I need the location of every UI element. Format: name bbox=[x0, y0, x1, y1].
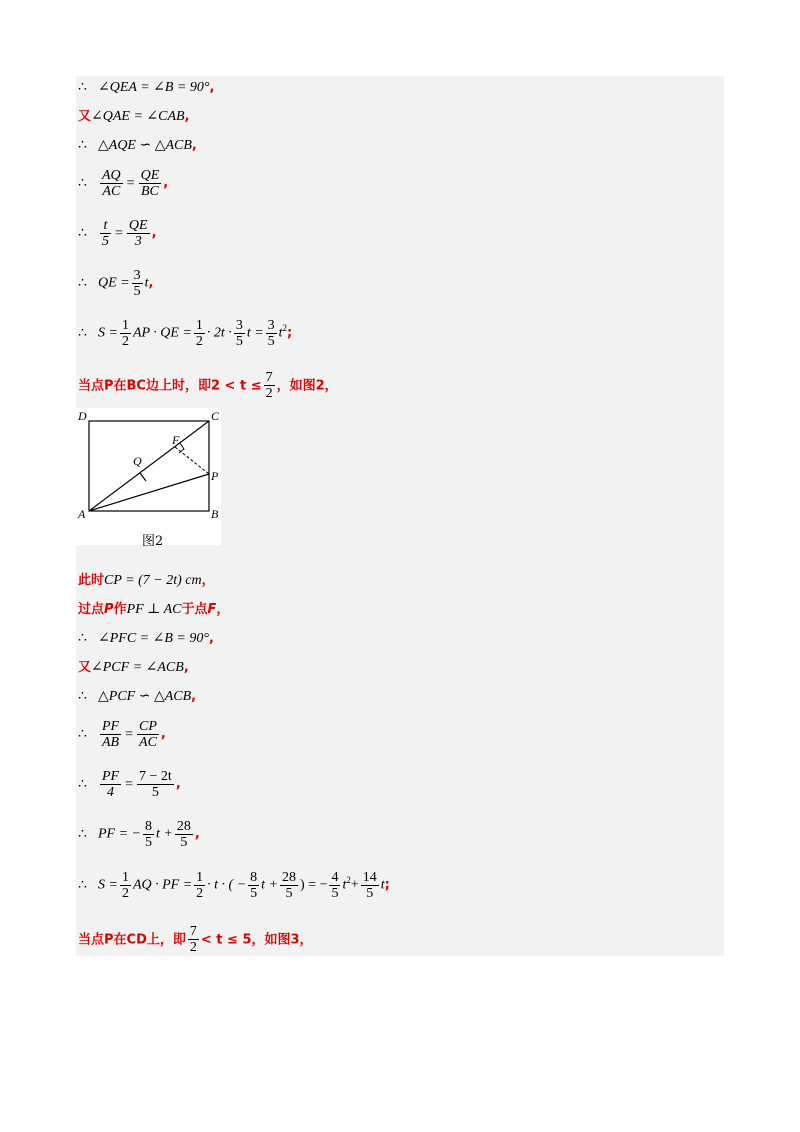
therefore-symbol: ∴ bbox=[78, 175, 87, 191]
label-d: D bbox=[78, 409, 87, 423]
prefix-text: 又 bbox=[78, 109, 92, 124]
fraction: $\frac{t}{5}$ bbox=[102, 218, 109, 249]
math-expr: △AQE ∽ △ACB bbox=[98, 138, 192, 153]
punct: , bbox=[209, 80, 215, 95]
fraction: $\frac{4}{5}$ bbox=[331, 870, 339, 901]
fraction: $\frac{7 - 2t}{5}$ bbox=[139, 769, 172, 800]
geometry-diagram bbox=[76, 408, 221, 545]
line-14: ∴ $\frac{PF}{AB}$ = $\frac{CP}{AC}$ , bbox=[78, 719, 166, 750]
math-expr: △PCF ∽ △ACB bbox=[98, 689, 192, 704]
therefore-symbol: ∴ bbox=[78, 325, 87, 341]
punct: ; bbox=[384, 877, 390, 893]
case-text: < t ≤ 5，如图3， bbox=[200, 932, 313, 948]
punct: ; bbox=[287, 325, 293, 341]
line-9: 此时CP = (7 − 2t) cm， bbox=[78, 573, 215, 588]
line-5: ∴ $\frac{t}{5}$ = $\frac{QE}{3}$ , bbox=[78, 218, 157, 249]
label-a: A bbox=[78, 507, 86, 521]
punct: , bbox=[175, 776, 181, 792]
punct: , bbox=[184, 109, 190, 124]
therefore-symbol: ∴ bbox=[78, 726, 87, 742]
line-10: 过点P作PF ⊥ AC于点F， bbox=[78, 602, 230, 617]
fraction: $\frac{QE}{BC}$ bbox=[140, 168, 160, 199]
fraction: $\frac{QE}{3}$ bbox=[128, 218, 148, 249]
fraction: $\frac{PF}{4}$ bbox=[102, 769, 120, 800]
line-3 bbox=[78, 138, 197, 154]
therefore-symbol: ∴ bbox=[78, 225, 87, 241]
line-18 bbox=[78, 924, 313, 955]
punct: , bbox=[191, 689, 197, 704]
line-8 bbox=[78, 370, 338, 401]
segment-q bbox=[140, 473, 146, 481]
fraction: $\frac{3}{5}$ bbox=[133, 268, 141, 299]
fraction: $\frac{PF}{AB}$ bbox=[102, 719, 120, 750]
math-expr: ∠PFC = ∠B = 90° bbox=[98, 631, 209, 646]
diagonal-ac bbox=[89, 421, 209, 511]
label-c: C bbox=[211, 409, 220, 423]
math-expr: ∠QEA = ∠B = 90° bbox=[98, 80, 210, 95]
fraction: $\frac{3}{5}$ bbox=[235, 318, 243, 349]
figure-2 bbox=[76, 408, 221, 549]
therefore-symbol: ∴ bbox=[78, 138, 87, 153]
fraction: $\frac{14}{5}$ bbox=[362, 870, 377, 901]
fraction: $\frac{1}{2}$ bbox=[121, 870, 129, 901]
punct: , bbox=[183, 660, 189, 675]
punct: , bbox=[160, 726, 166, 742]
case-text: 当点P在BC边上时，即2 < t ≤ bbox=[78, 378, 262, 394]
line-11 bbox=[78, 631, 214, 647]
math-expr: ∠QAE = ∠CAB bbox=[91, 109, 185, 124]
fraction: $\frac{28}{5}$ bbox=[176, 819, 191, 850]
fraction: $\frac{1}{2}$ bbox=[195, 318, 203, 349]
fraction: $\frac{7}{2}$ bbox=[189, 924, 197, 955]
label-b: B bbox=[211, 507, 219, 521]
fraction: $\frac{3}{5}$ bbox=[267, 318, 275, 349]
segment-ap bbox=[89, 474, 209, 511]
line-15: ∴ $\frac{PF}{4}$ = $\frac{7 - 2t}{5}$ , bbox=[78, 769, 181, 800]
therefore-symbol: ∴ bbox=[78, 689, 87, 704]
label-p: P bbox=[211, 469, 219, 483]
punct: , bbox=[194, 826, 200, 842]
case-text: ，如图2， bbox=[276, 378, 338, 394]
figure-caption: 图2 bbox=[142, 534, 164, 549]
fraction: $\frac{28}{5}$ bbox=[282, 870, 297, 901]
math-expr: ∠PCF = ∠ACB bbox=[91, 660, 184, 675]
line-6: ∴ QE = $\frac{3}{5}$ t, bbox=[78, 268, 154, 299]
fraction: $\frac{CP}{AC}$ bbox=[139, 719, 157, 750]
line-16: ∴ PF = − $\frac{8}{5}$ t + $\frac{28}{5}$ , bbox=[78, 819, 200, 850]
fraction: $\frac{AQ}{AC}$ bbox=[102, 168, 121, 199]
punct: , bbox=[191, 138, 197, 153]
line-17: ∴ S = $\frac{1}{2}$ AQ · PF = $\frac{1}{2}$ · t · ( − $\frac{8}{5}$ t + $\frac{28}{5}$ ) = − $\frac{4}{5}$ $t^2+$ $\frac{14}{5}$ t; bbox=[78, 870, 390, 901]
fraction: $\frac{1}{2}$ bbox=[196, 870, 204, 901]
line-12 bbox=[78, 660, 189, 676]
punct: , bbox=[148, 275, 154, 291]
therefore-symbol: ∴ bbox=[78, 877, 87, 893]
punct: , bbox=[151, 225, 157, 241]
therefore-symbol: ∴ bbox=[78, 631, 87, 646]
fraction: $\frac{1}{2}$ bbox=[121, 318, 129, 349]
therefore-symbol: ∴ bbox=[78, 776, 87, 792]
therefore-symbol: ∴ bbox=[78, 80, 87, 95]
label-q: Q bbox=[133, 454, 142, 468]
punct: , bbox=[163, 175, 169, 191]
line-7: ∴ S = $\frac{1}{2}$ AP · QE = $\frac{1}{2}$ · 2t · $\frac{3}{5}$ t = $\frac{3}{5}$ $t^2$; bbox=[78, 318, 293, 349]
line-2 bbox=[78, 109, 190, 125]
perpendicular-pf bbox=[175, 447, 209, 474]
case-text: 当点P在CD上，即 bbox=[78, 932, 186, 948]
fraction: $\frac{8}{5}$ bbox=[145, 819, 152, 850]
math-expr: CP = (7 − 2t) cm bbox=[104, 573, 202, 588]
punct: , bbox=[208, 631, 214, 646]
math-expr: PF ⊥ AC bbox=[126, 602, 182, 617]
prefix-text: 又 bbox=[78, 660, 92, 675]
fraction: $\frac{8}{5}$ bbox=[250, 870, 258, 901]
right-angle-mark bbox=[179, 443, 184, 453]
label-f: F bbox=[172, 433, 180, 447]
fraction: $\frac{7}{2}$ bbox=[265, 370, 273, 401]
therefore-symbol: ∴ bbox=[78, 275, 87, 291]
line-13 bbox=[78, 689, 196, 705]
line-4: ∴ $\frac{AQ}{AC}$ = $\frac{QE}{BC}$ , bbox=[78, 168, 169, 199]
therefore-symbol: ∴ bbox=[78, 826, 87, 842]
line-1 bbox=[78, 80, 214, 96]
